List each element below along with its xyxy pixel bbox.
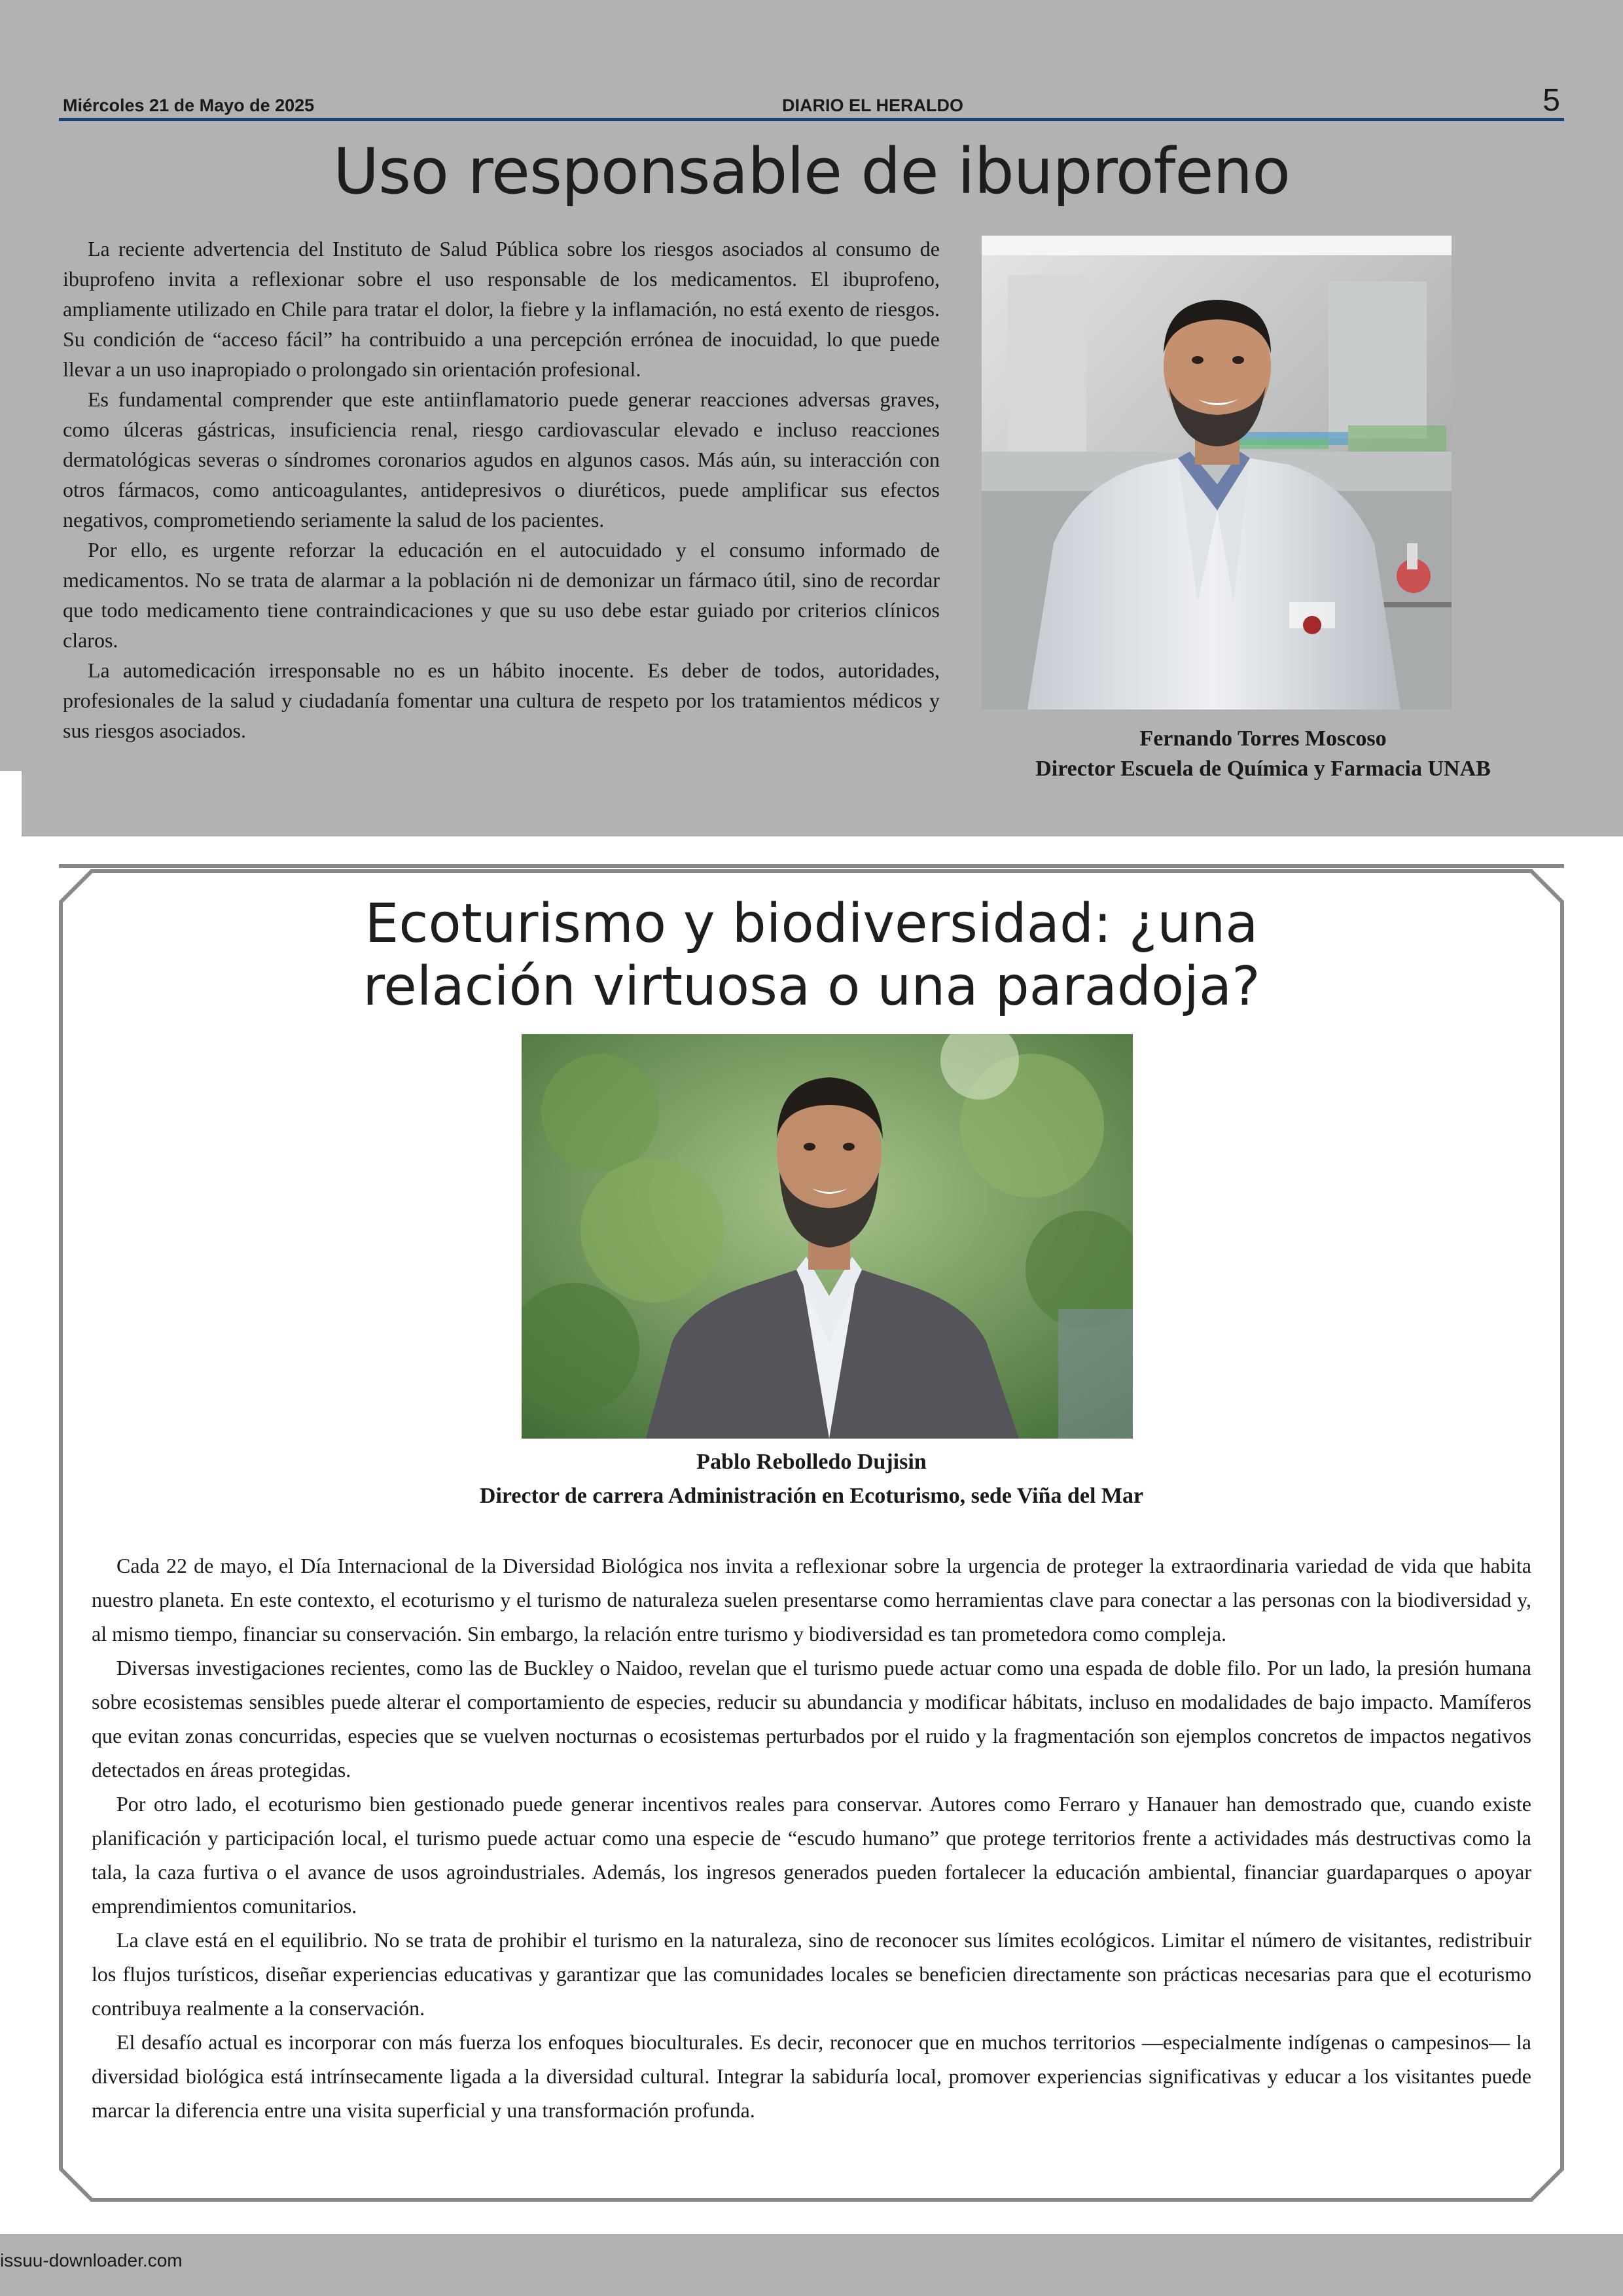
article1-body [63,234,940,745]
footer-watermark: issuu-downloader.com [0,2250,183,2270]
panel-notch [0,771,22,836]
header-date: Miércoles 21 de Mayo de 2025 [63,96,315,115]
article1-author-caption [982,724,1544,784]
lab-portrait-illustration [982,236,1452,709]
article1-title: Uso responsable de ibuprofeno [333,135,1290,208]
article2-paragraph: Cada 22 de mayo, el Día Internacional de la Diversidad Biológica nos invita a reflexionar sobre la urgencia de proteger la extraordinaria variedad de vida que habita nuestro planeta. En este contexto, el ecoturismo y el turismo de naturaleza suelen presentarse como herramientas clave para conectar a las personas con la biodiversidad y, al mismo tiempo, financiar su conservación. Sin embargo, la relación entre turismo y biodiversidad es tan prometedora como compleja. [92,1554,1531,1645]
article1-author-name: Fernando Torres Moscoso [1139,726,1387,751]
article1-paragraph: La automedicación irresponsable no es un hábito inocente. Es deber de todos, autoridades, profesionales de la salud y ciudadanía fomentar una cultura de respeto por los tratamientos médicos y sus riesgos asociados. [63,658,940,742]
header-page-number: 5 [1543,83,1560,118]
section-divider [59,864,1564,868]
article2-title-line: Ecoturismo y biodiversidad: ¿una [365,893,1258,955]
article1-paragraph: Por ello, es urgente reforzar la educación en el autocuidado y el consumo informado de medicamentos. No se trata de alarmar a la población ni de demonizar un fármaco útil, sino de recordar que todo medicamento tiene contraindicaciones y que su uso debe estar guiado por criterios clínicos claros. [63,538,940,652]
article1-author-role: Director Escuela de Química y Farmacia UNAB [1035,757,1491,781]
article1-paragraph: La reciente advertencia del Instituto de Salud Pública sobre los riesgos asociados al consumo de ibuprofeno invita a reflexionar sobre el uso responsable de los medicamentos. El ibuprofeno, ampliamente utilizado en Chile para tratar el dolor, la fiebre y la inflamación, no está exento de riesgos. Su condición de “acceso fácil” ha contribuido a una percepción errónea de inocuidad, lo que puede llevar a un uso inapropiado o prolongado sin orientación profesional. [63,237,940,381]
article2-author-role: Director de carrera Administración en Ecoturismo, sede Viña del Mar [479,1484,1144,1508]
article2-paragraph: El desafío actual es incorporar con más fuerza los enfoques bioculturales. Es decir, reconocer que en muchos territorios —especialmente indígenas o campesinos— la diversidad biológica está intrínsecamente ligada a la diversidad cultural. Integrar la sabiduría local, promover experiencias significativas y educar a los visitantes puede marcar la diferencia entre una visita superficial y una transformación profunda. [92,2030,1531,2122]
article2-author-name: Pablo Rebolledo Dujisin [696,1450,927,1474]
article2-title [59,893,1564,1018]
footer-band [0,2234,1623,2296]
author-photo-pablo-rebolledo [522,1034,1133,1439]
article2-paragraph: Por otro lado, el ecoturismo bien gestionado puede generar incentivos reales para conservar. Autores como Ferraro y Hanauer han demostrado que, cuando existe planificación y participación local, el turismo puede actuar como una especie de “escudo humano” que protege territorios frente a actividades más destructivas como la tala, la caza furtiva o el avance de usos agroindustriales. Además, los ingresos generados pueden fortalecer la educación ambiental, financiar guardaparques o apoyar emprendimientos comunitarios. [92,1792,1531,1918]
article2-body [92,1549,1531,2127]
article1-paragraph: Es fundamental comprender que este antiinflamatorio puede generar reacciones adversas graves, como úlceras gástricas, insuficiencia renal, riesgo cardiovascular elevado e incluso reacciones dermatológicas severas o síndromes coronarios agudos en algunos casos. Más aún, su interacción con otros fármacos, como anticoagulantes, antidepresivos o diuréticos, puede amplificar sus efectos negativos, comprometiendo seriamente la salud de los pacientes. [63,387,940,531]
outdoor-portrait-illustration [522,1034,1133,1439]
author-photo-fernando-torres [982,236,1452,709]
article2-paragraph: Diversas investigaciones recientes, como las de Buckley o Naidoo, revelan que el turismo puede actuar como una espada de doble filo. Por un lado, la presión humana sobre ecosistemas sensibles puede alterar el comportamiento de especies, reducir su abundancia y modificar hábitats, incluso en modalidades de bajo impacto. Mamíferos que evitan zonas concurridas, especies que se vuelven nocturnas o ecosistemas perturbados por el ruido y la fragmentación son ejemplos concretos de impactos negativos detectados en áreas protegidas. [92,1656,1531,1782]
article2-author-caption [190,1445,1433,1513]
article2-paragraph: La clave está en el equilibrio. No se trata de prohibir el turismo en la naturaleza, sino de reconocer sus límites ecológicos. Limitar el número de visitantes, redistribuir los flujos turísticos, diseñar experiencias educativas y garantizar que las comunidades locales se beneficien directamente son prácticas necesarias para que el ecoturismo contribuya realmente a la conservación. [92,1928,1531,2020]
article2-title-line: relación virtuosa o una paradoja? [363,956,1260,1018]
header-newspaper-name: DIARIO EL HERALDO [782,96,964,115]
header-rule [59,118,1564,121]
